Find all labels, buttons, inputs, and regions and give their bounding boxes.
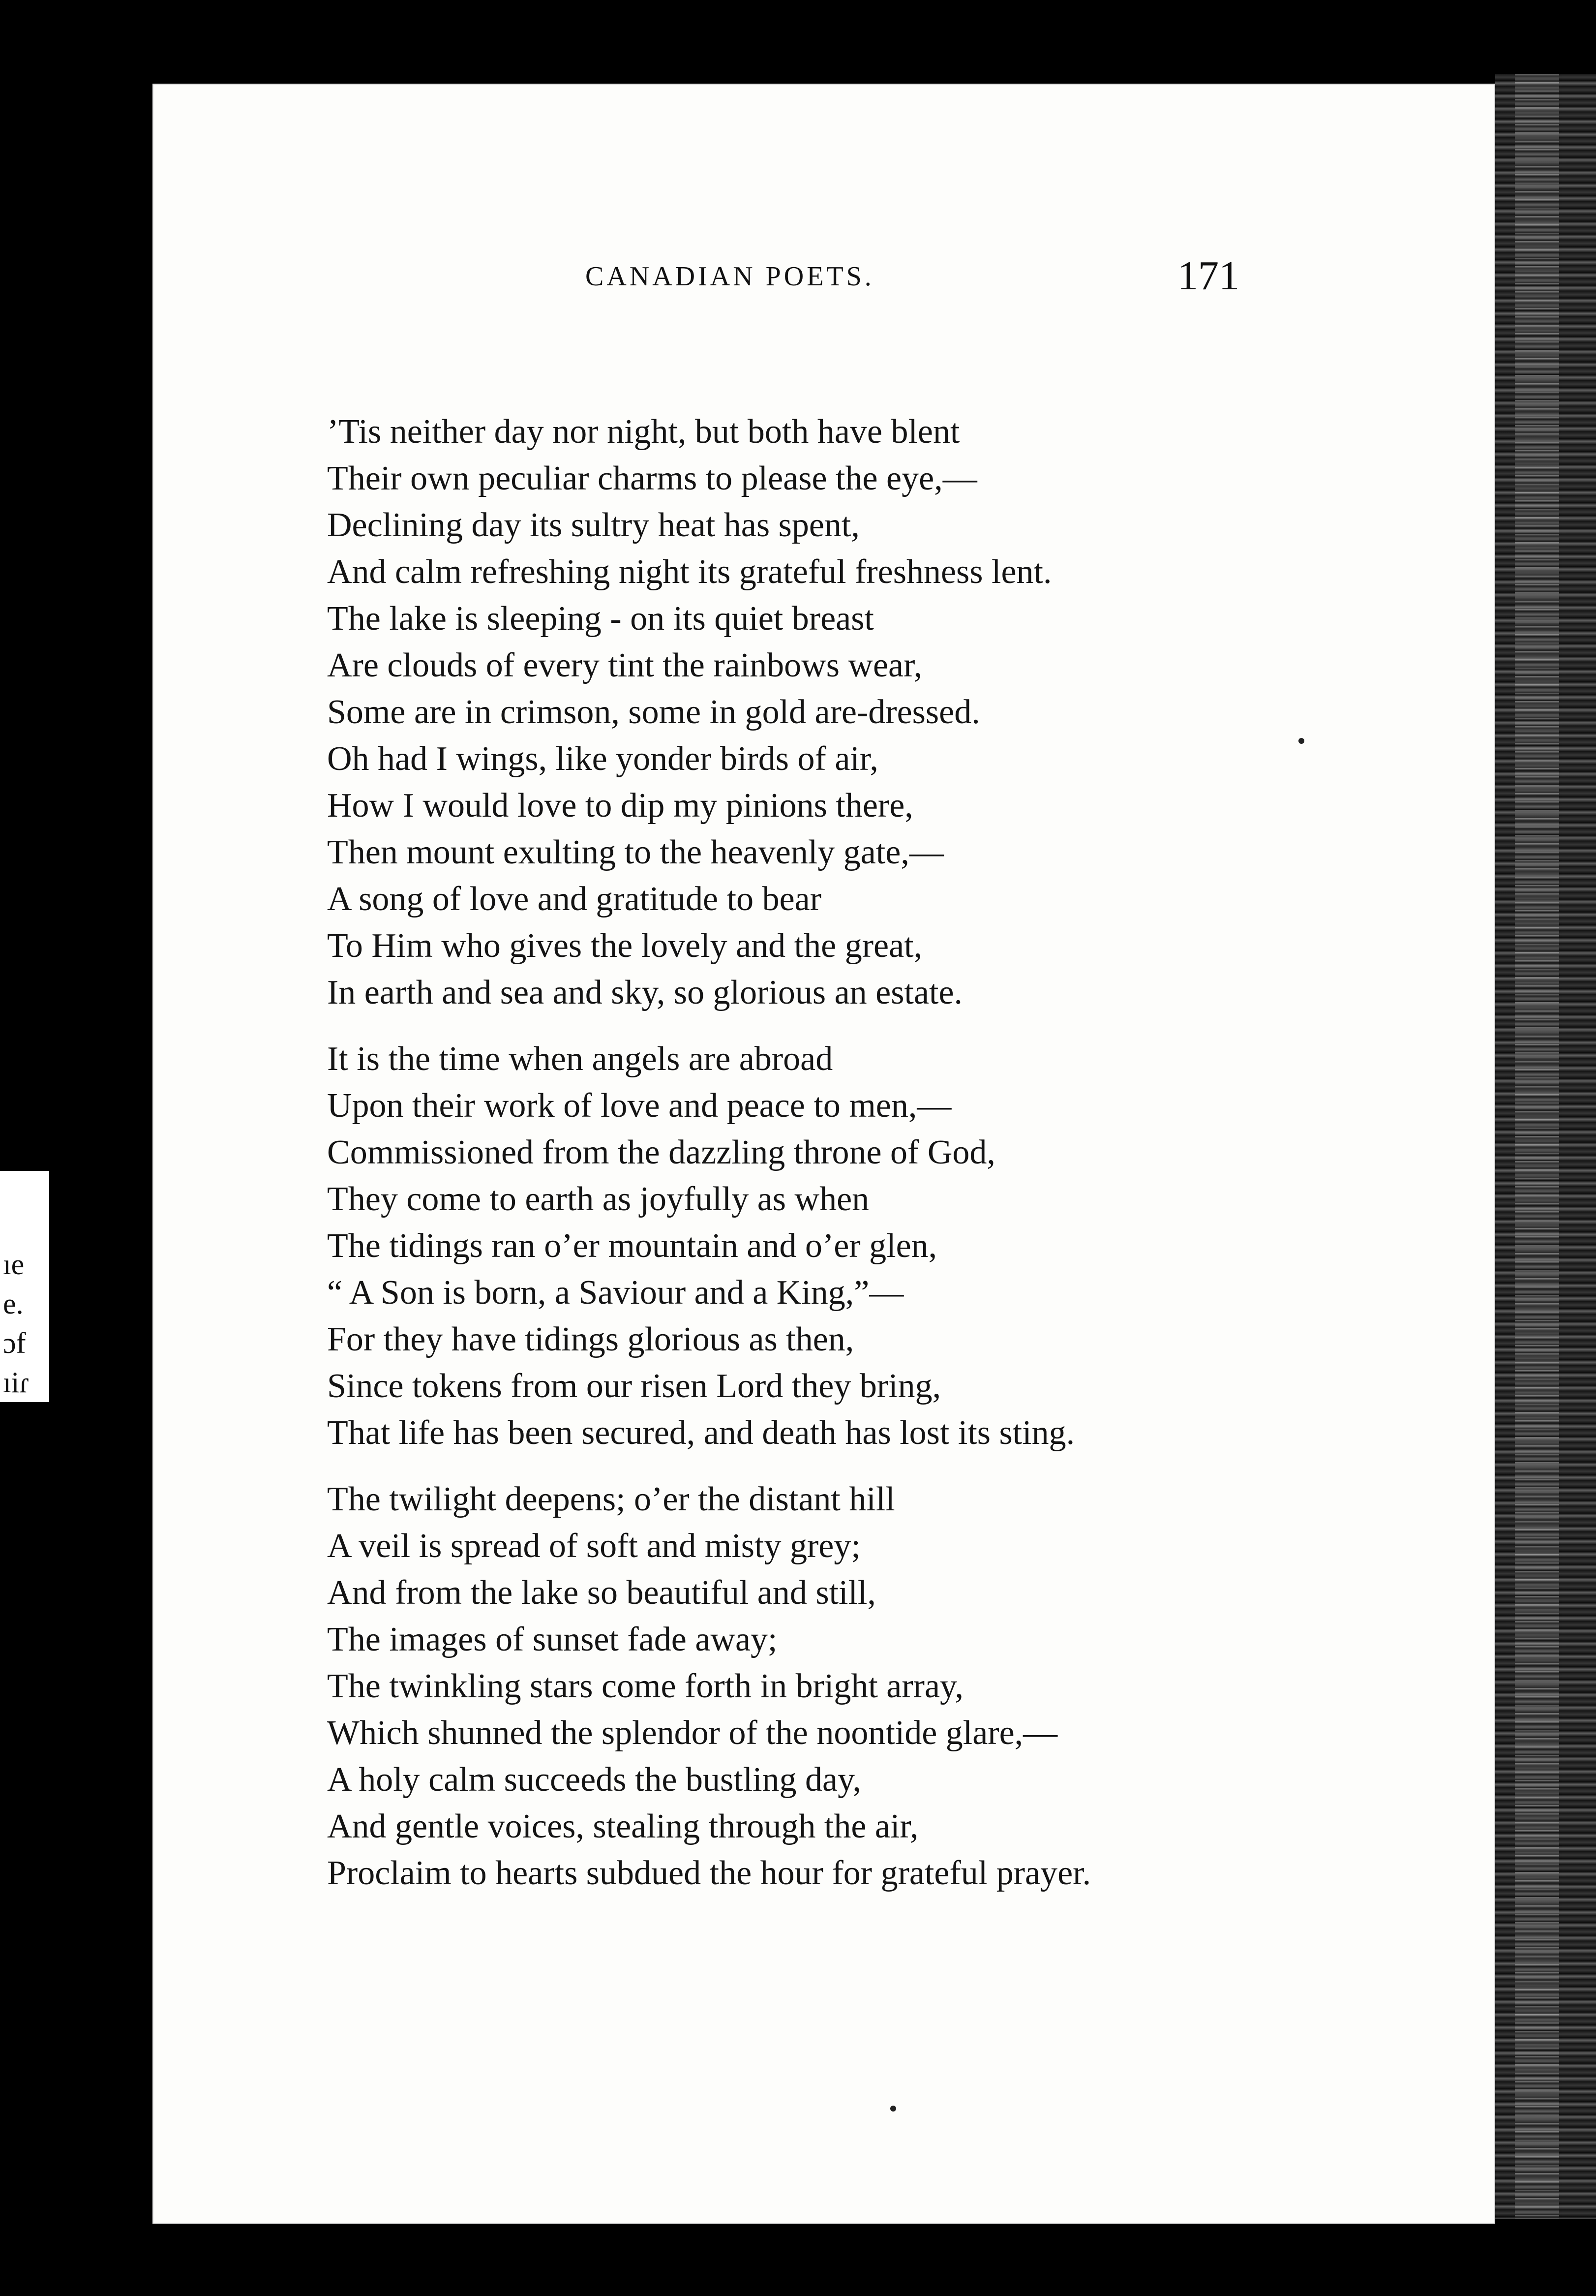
poem-line: Then mount exulting to the heavenly gate,— [327, 833, 944, 871]
poem-line: The images of sunset fade away; [327, 1621, 778, 1658]
poem-line: To Him who gives the lovely and the great, [327, 927, 923, 965]
poem-line: A holy calm succeeds the bustling day, [327, 1761, 862, 1799]
poem-line: The tidings ran o’er mountain and o’er glen, [327, 1227, 937, 1265]
left-page-fragment: ıiɾ [3, 1366, 30, 1399]
left-page-strip [0, 0, 113, 2296]
poem-line: ’Tis neither day nor night, but both have blent [327, 413, 960, 451]
stanza-2 [327, 1036, 1242, 1456]
left-page-edge [0, 1171, 49, 1402]
poem-line: A song of love and gratitude to bear [327, 880, 822, 918]
poem-line: It is the time when angels are abroad [327, 1040, 833, 1078]
stanza-1 [327, 408, 1242, 1016]
poem-line: Some are in crimson, some in gold are-dressed. [327, 693, 980, 731]
page-number: 171 [1177, 253, 1239, 299]
poem-line: Which shunned the splendor of the noontide glare,— [327, 1714, 1058, 1752]
poem-line: And gentle voices, stealing through the air, [327, 1807, 919, 1845]
poem-line: A veil is spread of soft and misty grey; [327, 1527, 861, 1565]
left-page-fragment: e. [3, 1287, 24, 1320]
poem-line: Since tokens from our risen Lord they bring, [327, 1367, 941, 1405]
poem-line: The lake is sleeping - on its quiet breast [327, 600, 874, 638]
left-page-fragment: ɔf [3, 1327, 26, 1359]
poem-line: Are clouds of every tint the rainbows wear, [327, 646, 923, 684]
poem-line: How I would love to dip my pinions there, [327, 787, 913, 825]
running-title: CANADIAN POETS. [585, 261, 874, 292]
poem-line: In earth and sea and sky, so glorious an estate. [327, 974, 963, 1011]
poem-line: Proclaim to hearts subdued the hour for grateful prayer. [327, 1854, 1091, 1892]
poem-line: Oh had I wings, like yonder birds of air, [327, 740, 878, 778]
poem-line: Upon their work of love and peace to men,— [327, 1087, 952, 1125]
poem-line: “ A Son is born, a Saviour and a King,”— [327, 1274, 904, 1312]
poem-line: Their own peculiar charms to please the eye,— [327, 459, 977, 497]
poem [327, 408, 1242, 1916]
book-spine-gutter [1495, 74, 1596, 2219]
stanza-3 [327, 1476, 1242, 1897]
poem-line: Commissioned from the dazzling throne of God, [327, 1133, 995, 1171]
ink-speck [1298, 738, 1304, 744]
left-page-fragment: ıe [3, 1248, 25, 1281]
poem-line: They come to earth as joyfully as when [327, 1180, 870, 1218]
poem-line: The twinkling stars come forth in bright array, [327, 1667, 964, 1705]
poem-line: And calm refreshing night its grateful freshness lent. [327, 553, 1052, 591]
poem-line: That life has been secured, and death has lost its sting. [327, 1414, 1075, 1452]
poem-line: For they have tidings glorious as then, [327, 1320, 854, 1358]
poem-line: Declining day its sultry heat has spent, [327, 506, 860, 544]
poem-line: The twilight deepens; o’er the distant hill [327, 1480, 895, 1518]
ink-speck [890, 2106, 896, 2112]
poem-line: And from the lake so beautiful and still, [327, 1574, 876, 1612]
running-head [428, 253, 1244, 300]
